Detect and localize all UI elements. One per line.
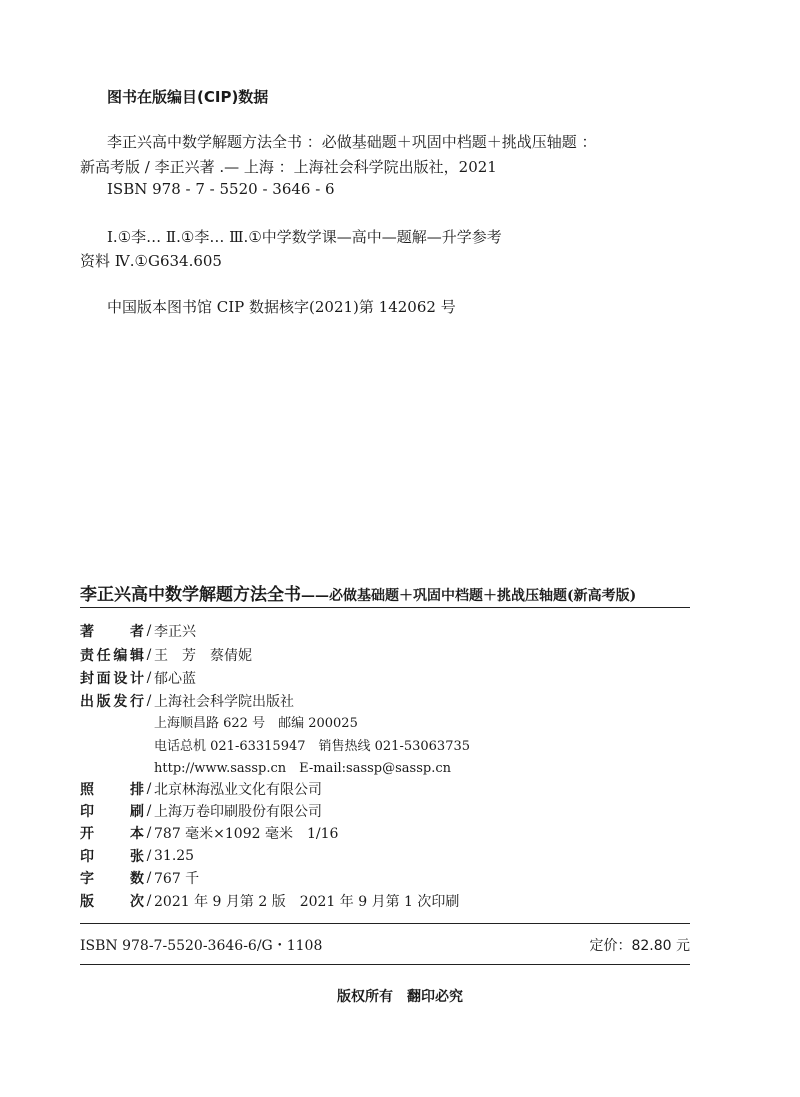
info-label-char: 版 xyxy=(96,694,111,710)
cip-line-2: 新高考版 / 李正兴著 .— 上海 ：上海社会科学院出版社，2021 xyxy=(80,158,497,176)
info-row-typesetting xyxy=(80,778,322,800)
publisher-address: 上海顺昌路 622 号 邮编 200025 xyxy=(154,716,358,731)
book-title-main: 李正兴高中数学解题方法全书 xyxy=(80,585,301,605)
info-label-char: 任 xyxy=(96,648,111,664)
book-title-sub: ——必做基础题＋巩固中档题＋挑战压轴题(新高考版) xyxy=(301,588,637,604)
info-row-publisher xyxy=(80,690,294,712)
info-label xyxy=(80,691,144,711)
info-label-char: 张 xyxy=(130,849,144,865)
info-separator: / xyxy=(146,893,152,909)
info-value: 787 毫米×1092 毫米 1/16 xyxy=(154,826,339,842)
info-label xyxy=(80,823,144,843)
info-row-format xyxy=(80,822,338,844)
info-label-char: 发 xyxy=(113,694,128,710)
info-separator: / xyxy=(146,623,152,639)
info-label-char: 封 xyxy=(80,671,94,687)
info-label-char: 者 xyxy=(130,624,144,640)
info-label-char: 照 xyxy=(80,782,94,798)
info-label-char: 数 xyxy=(130,871,144,887)
info-separator: / xyxy=(146,670,152,686)
info-label xyxy=(80,621,144,641)
info-separator: / xyxy=(146,647,152,663)
info-label-char: 责 xyxy=(80,648,94,664)
info-label xyxy=(80,668,144,688)
info-label xyxy=(80,891,144,911)
info-value: 上海万卷印刷股份有限公司 xyxy=(154,804,322,820)
book-title xyxy=(80,580,636,605)
info-label-char: 版 xyxy=(80,894,94,910)
info-row-printed-sheets xyxy=(80,845,194,867)
info-separator: / xyxy=(146,825,152,841)
info-label xyxy=(80,779,144,799)
info-label xyxy=(80,645,144,665)
cip-isbn: ISBN 978 - 7 - 5520 - 3646 - 6 xyxy=(107,180,335,198)
cip-classification-2: 资料 Ⅳ.①G634.605 xyxy=(80,252,222,270)
info-row-editor xyxy=(80,644,252,666)
info-label xyxy=(80,801,144,821)
info-label-char: 刷 xyxy=(130,804,144,820)
copyright-notice: 版权所有 翻印必究 xyxy=(337,989,463,1005)
info-label xyxy=(80,846,144,866)
info-label-char: 设 xyxy=(113,671,128,687)
cip-heading: 图书在版编目(CIP)数据 xyxy=(107,88,269,106)
info-label-char: 辑 xyxy=(129,648,144,664)
info-label-char: 字 xyxy=(80,871,94,887)
cip-line-1: 李正兴高中数学解题方法全书 ：必做基础题＋巩固中档题＋挑战压轴题 ： xyxy=(107,133,597,151)
info-row-edition xyxy=(80,890,459,912)
info-label-char: 印 xyxy=(80,804,94,820)
info-label-char: 排 xyxy=(130,782,144,798)
info-separator: / xyxy=(146,693,152,709)
info-value: 王 芳 蔡倩妮 xyxy=(154,648,252,664)
info-label-char: 印 xyxy=(80,849,94,865)
info-row-printing xyxy=(80,800,322,822)
cip-classification-1: Ⅰ.①李… Ⅱ.①李… Ⅲ.①中学数学课—高中—题解—升学参考 xyxy=(107,228,502,246)
price: 定价：82.80 元 xyxy=(589,938,690,954)
info-value: 上海社会科学院出版社 xyxy=(154,694,294,710)
info-row-author xyxy=(80,620,196,642)
info-label xyxy=(80,868,144,888)
info-label-char: 行 xyxy=(129,694,144,710)
info-label-char: 次 xyxy=(130,894,144,910)
info-label-char: 出 xyxy=(80,694,94,710)
info-label-char: 计 xyxy=(129,671,144,687)
cip-record-number: 中国版本图书馆 CIP 数据核字(2021)第 142062 号 xyxy=(107,298,456,316)
info-separator: / xyxy=(146,803,152,819)
info-separator: / xyxy=(146,781,152,797)
info-separator: / xyxy=(146,870,152,886)
info-label-char: 本 xyxy=(130,826,144,842)
info-label-char: 编 xyxy=(113,648,128,664)
footer-isbn: ISBN 978-7-5520-3646-6/G・1108 xyxy=(80,938,323,954)
footer-rule-top xyxy=(80,923,690,924)
footer-rule-bottom xyxy=(80,964,690,965)
info-row-cover-design xyxy=(80,667,196,689)
info-value: 李正兴 xyxy=(154,624,196,640)
info-label-char: 著 xyxy=(80,624,94,640)
info-value: 郁心蓝 xyxy=(154,671,196,687)
info-value: 2021 年 9 月第 2 版 2021 年 9 月第 1 次印刷 xyxy=(154,894,460,910)
info-value: 767 千 xyxy=(154,871,200,887)
publisher-web: http://www.sassp.cn E-mail:sassp@sassp.cn xyxy=(154,761,451,776)
info-separator: / xyxy=(146,848,152,864)
info-value: 31.25 xyxy=(154,848,195,864)
info-row-word-count xyxy=(80,867,199,889)
info-label-char: 开 xyxy=(80,826,94,842)
info-label-char: 面 xyxy=(96,671,111,687)
title-rule xyxy=(80,607,690,608)
publisher-phone: 电话总机 021-63315947 销售热线 021-53063735 xyxy=(154,739,471,754)
info-value: 北京林海泓业文化有限公司 xyxy=(154,782,322,798)
